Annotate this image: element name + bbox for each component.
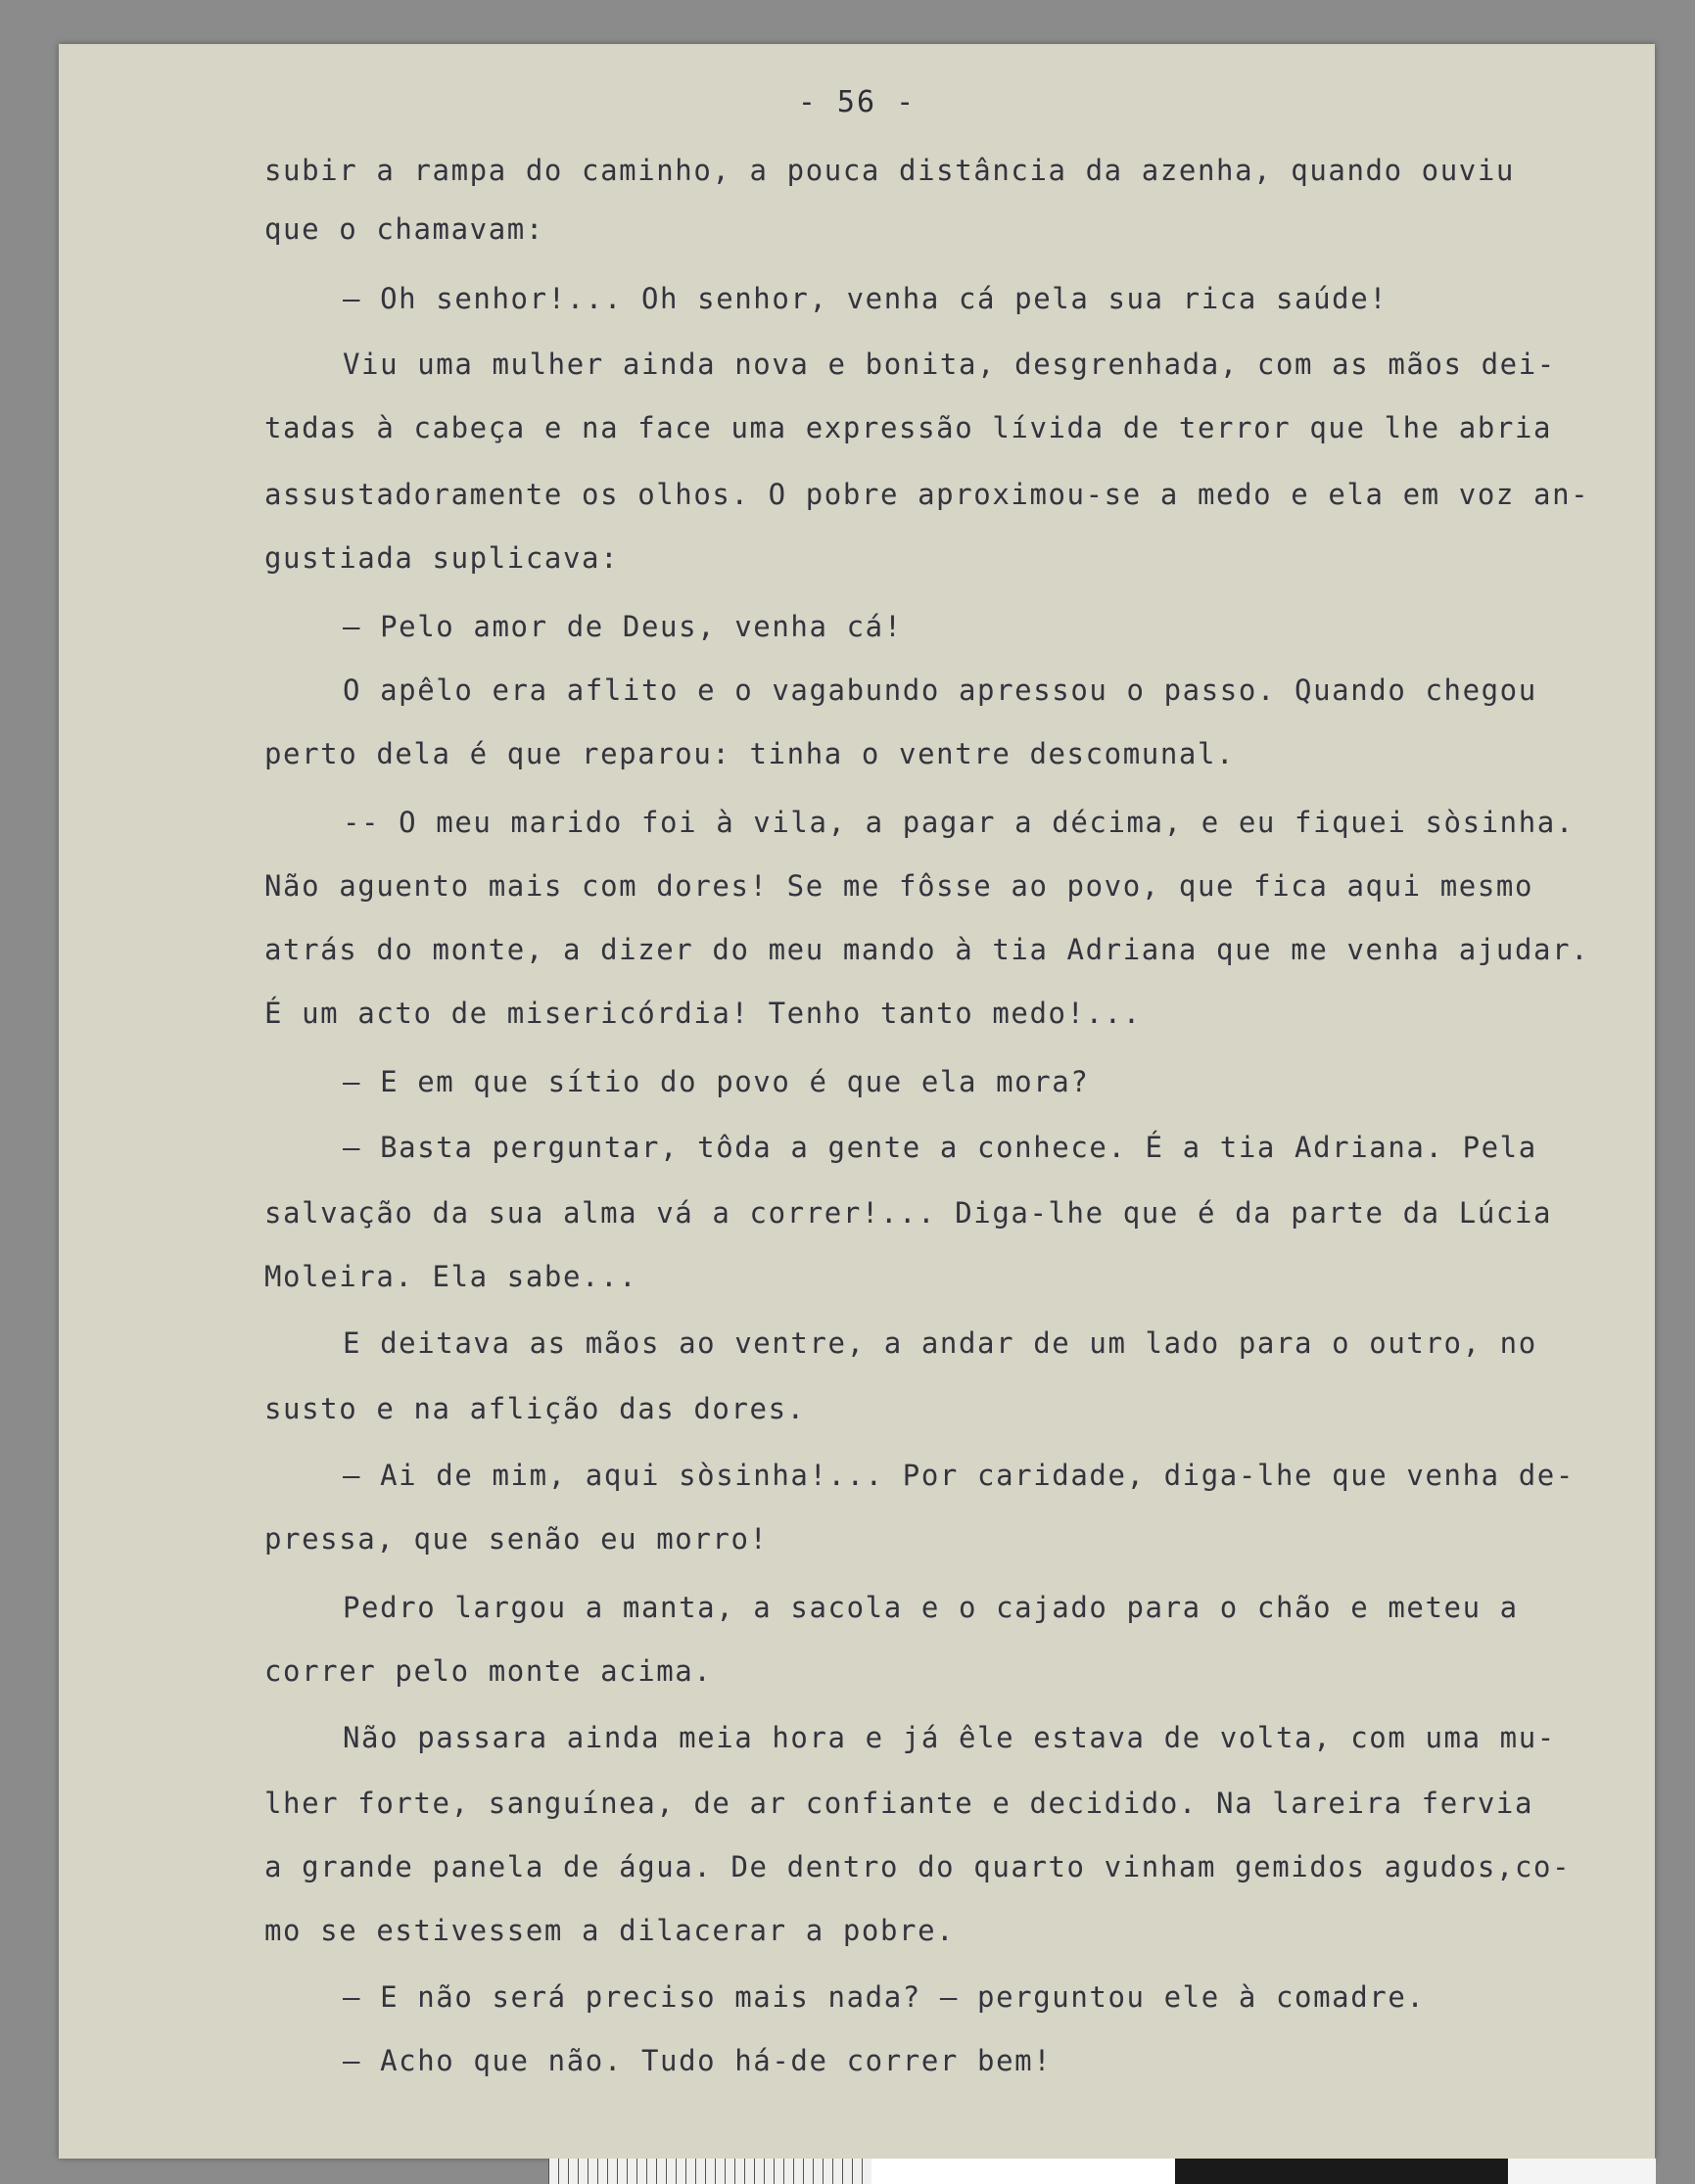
text-line: Moleira. Ela sabe...	[264, 1260, 638, 1293]
typewritten-page	[59, 44, 1655, 2159]
text-line: Viu uma mulher ainda nova e bonita, desgrenhada, com as mãos dei-	[343, 348, 1556, 381]
scan-calibration-strip	[548, 2159, 1656, 2184]
text-line: tadas à cabeça e na face uma expressão lívida de terror que lhe abria	[264, 411, 1553, 444]
text-line: — Acho que não. Tudo há-de correr bem!	[343, 2044, 1053, 2077]
text-line: — Pelo amor de Deus, venha cá!	[343, 610, 903, 643]
black-patch	[1175, 2159, 1508, 2184]
text-line: atrás do monte, a dizer do meu mando à tia Adriana que me venha ajudar.	[264, 933, 1590, 966]
text-line: subir a rampa do caminho, a pouca distância da azenha, quando ouviu	[264, 154, 1515, 187]
text-line: E deitava as mãos ao ventre, a andar de um lado para o outro, no	[343, 1326, 1537, 1360]
text-line: -- O meu marido foi à vila, a pagar a décima, e eu fiquei sòsinha.	[343, 806, 1575, 839]
grey-patch	[1508, 2159, 1656, 2184]
text-line: correr pelo monte acima.	[264, 1654, 713, 1688]
text-line: salvação da sua alma vá a correr!... Diga-lhe que é da parte da Lúcia	[264, 1196, 1553, 1230]
text-line: a grande panela de água. De dentro do quarto vinham gemidos agudos,co-	[264, 1850, 1572, 1883]
page-number: - 56 -	[797, 85, 917, 119]
text-line: — Oh senhor!... Oh senhor, venha cá pela sua rica saúde!	[343, 282, 1389, 315]
text-line: perto dela é que reparou: tinha o ventre descomunal.	[264, 737, 1236, 770]
page-text	[59, 44, 1655, 2159]
text-line: O apêlo era aflito e o vagabundo apressou o passo. Quando chegou	[343, 674, 1537, 707]
text-line: susto e na aflição das dores.	[264, 1392, 806, 1425]
scan-ruler	[548, 2159, 871, 2184]
text-line: — E em que sítio do povo é que ela mora?	[343, 1065, 1090, 1098]
text-line: — Basta perguntar, tôda a gente a conhece. É a tia Adriana. Pela	[343, 1131, 1537, 1164]
text-line: Não passara ainda meia hora e já êle estava de volta, com uma mu-	[343, 1721, 1556, 1754]
text-line: — E não será preciso mais nada? — perguntou ele à comadre.	[343, 1980, 1426, 2014]
text-line: mo se estivessem a dilacerar a pobre.	[264, 1914, 956, 1947]
text-line: — Ai de mim, aqui sòsinha!... Por caridade, diga-lhe que venha de-	[343, 1459, 1575, 1492]
text-line: lher forte, sanguínea, de ar confiante e decidido. Na lareira fervia	[264, 1787, 1534, 1820]
text-line: gustiada suplicava:	[264, 541, 620, 575]
text-line: Não aguento mais com dores! Se me fôsse ao povo, que fica aqui mesmo	[264, 869, 1534, 903]
text-line: assustadoramente os olhos. O pobre aproximou-se a medo e ela em voz an-	[264, 478, 1590, 511]
text-line: É um acto de misericórdia! Tenho tanto medo!...	[264, 997, 1142, 1030]
text-line: pressa, que senão eu morro!	[264, 1522, 769, 1556]
white-patch	[871, 2159, 1175, 2184]
text-line: que o chamavam:	[264, 212, 544, 246]
text-line: Pedro largou a manta, a sacola e o cajado para o chão e meteu a	[343, 1591, 1519, 1624]
